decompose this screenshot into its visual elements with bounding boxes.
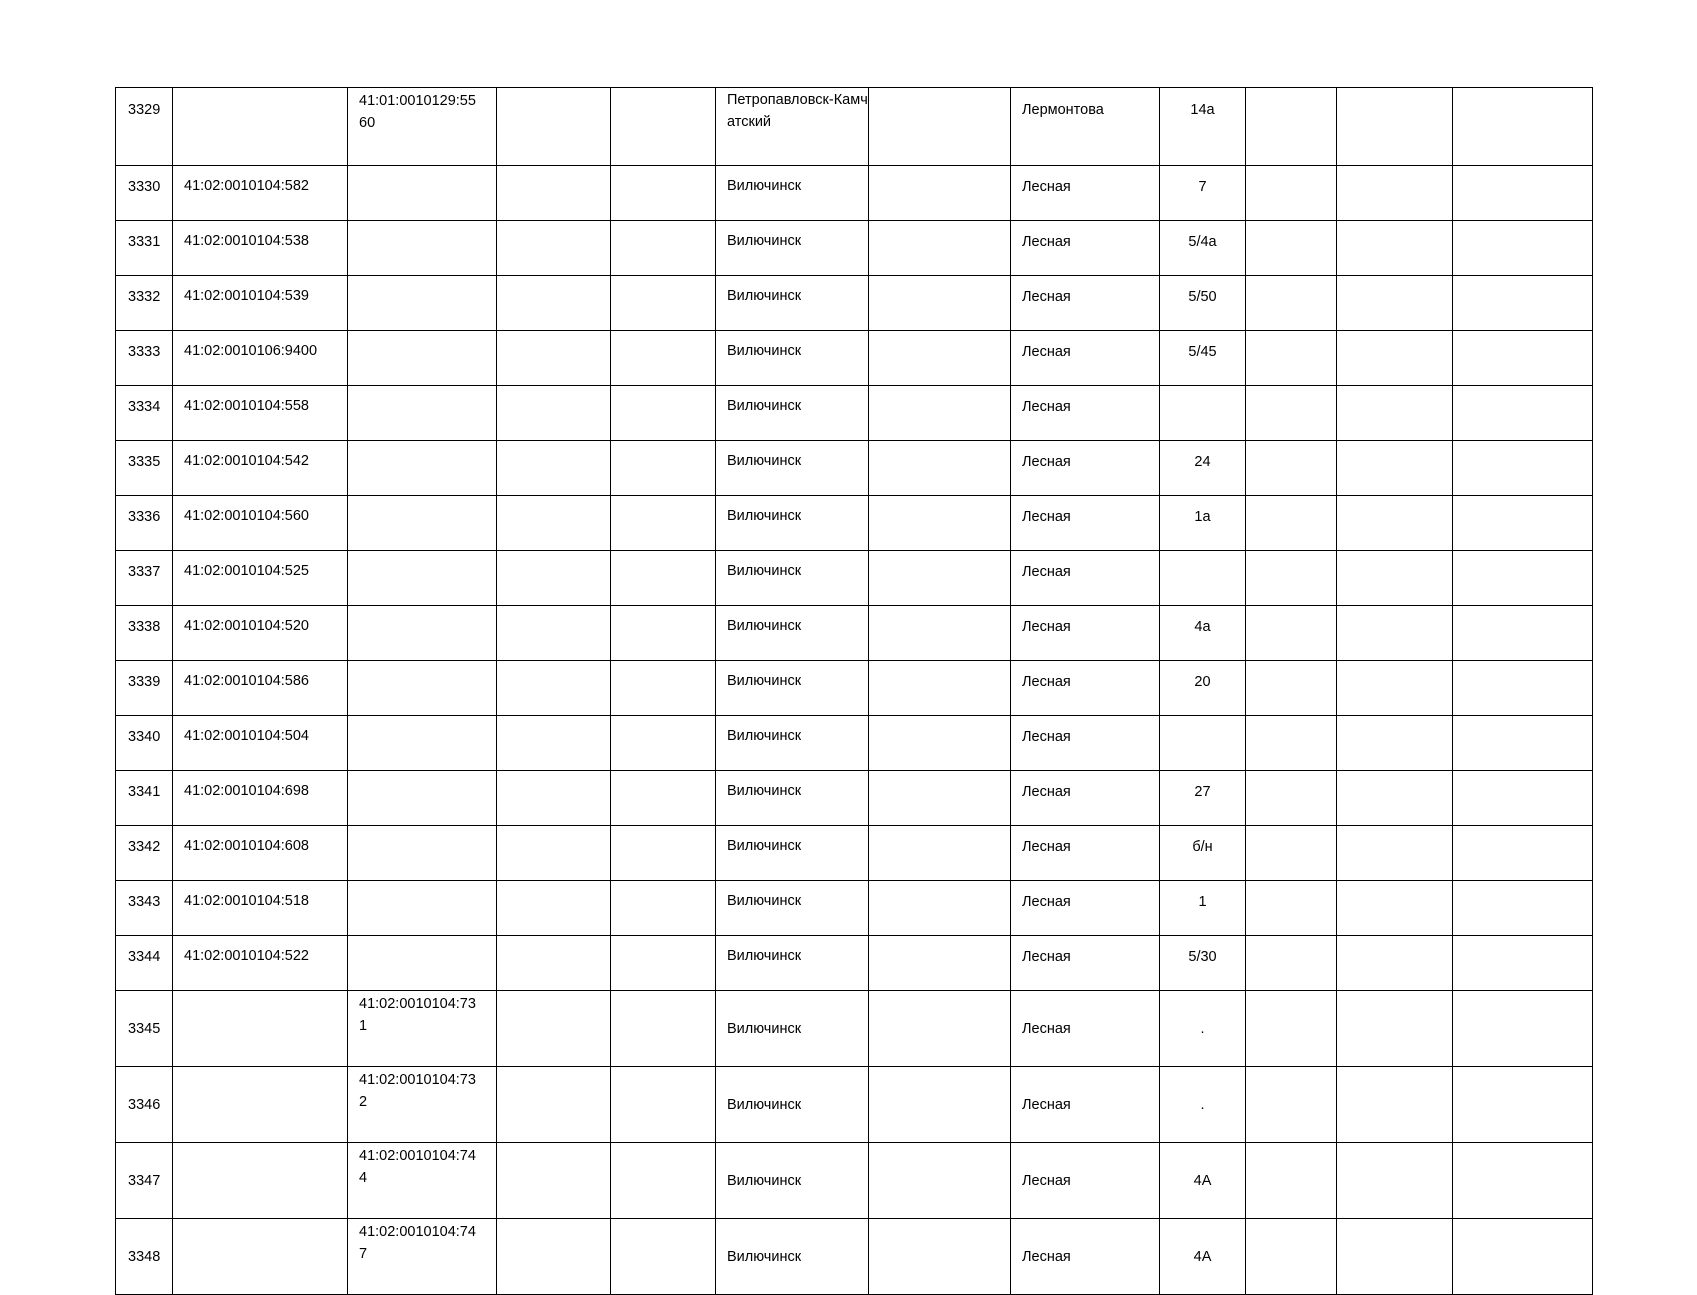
building-cadastral-number-cell xyxy=(348,881,497,936)
empty-cell xyxy=(1337,1143,1453,1219)
empty-cell xyxy=(497,1143,611,1219)
empty-cell xyxy=(1246,1143,1337,1219)
cadastral-number-cell xyxy=(173,1143,348,1219)
empty-cell xyxy=(497,936,611,991)
property-registry-table xyxy=(115,87,1593,1295)
street-cell: Лесная xyxy=(1011,661,1160,716)
empty-cell xyxy=(1246,1067,1337,1143)
building-cadastral-number-cell xyxy=(348,496,497,551)
empty-cell xyxy=(497,276,611,331)
house-number-cell: . xyxy=(1160,1067,1246,1143)
street-cell: Лесная xyxy=(1011,496,1160,551)
empty-cell xyxy=(1453,1219,1593,1295)
row-number-cell: 3336 xyxy=(116,496,173,551)
empty-cell xyxy=(1337,221,1453,276)
row-number-cell: 3346 xyxy=(116,1067,173,1143)
city-cell: Вилючинск xyxy=(716,221,869,276)
cadastral-number-cell xyxy=(173,991,348,1067)
empty-cell xyxy=(497,551,611,606)
house-number-cell xyxy=(1160,551,1246,606)
empty-cell xyxy=(1453,771,1593,826)
city-cell: Вилючинск xyxy=(716,1143,869,1219)
street-cell: Лесная xyxy=(1011,1219,1160,1295)
empty-cell xyxy=(869,881,1011,936)
house-number-cell: 20 xyxy=(1160,661,1246,716)
table-row xyxy=(116,881,1593,936)
city-cell: Вилючинск xyxy=(716,661,869,716)
empty-cell xyxy=(1246,881,1337,936)
empty-cell xyxy=(1337,551,1453,606)
row-number-cell: 3334 xyxy=(116,386,173,441)
row-number-cell: 3343 xyxy=(116,881,173,936)
house-number-cell: 5/45 xyxy=(1160,331,1246,386)
house-number-cell: 1а xyxy=(1160,496,1246,551)
empty-cell xyxy=(869,441,1011,496)
house-number-cell: 1 xyxy=(1160,881,1246,936)
city-cell: Вилючинск xyxy=(716,166,869,221)
empty-cell xyxy=(1246,441,1337,496)
table-row xyxy=(116,826,1593,881)
city-cell: Вилючинск xyxy=(716,441,869,496)
empty-cell xyxy=(1453,496,1593,551)
cadastral-number-cell: 41:02:0010104:608 xyxy=(173,826,348,881)
empty-cell xyxy=(497,661,611,716)
table-row xyxy=(116,166,1593,221)
empty-cell xyxy=(497,441,611,496)
street-cell: Лесная xyxy=(1011,826,1160,881)
house-number-cell: . xyxy=(1160,991,1246,1067)
empty-cell xyxy=(1337,276,1453,331)
house-number-cell: 4а xyxy=(1160,606,1246,661)
building-cadastral-number-cell xyxy=(348,716,497,771)
table-row xyxy=(116,88,1593,166)
building-cadastral-number-cell xyxy=(348,276,497,331)
row-number-cell: 3330 xyxy=(116,166,173,221)
empty-cell xyxy=(1246,276,1337,331)
building-cadastral-number-cell xyxy=(348,221,497,276)
row-number-cell: 3337 xyxy=(116,551,173,606)
house-number-cell: 5/4а xyxy=(1160,221,1246,276)
building-cadastral-number-cell xyxy=(348,606,497,661)
empty-cell xyxy=(1337,826,1453,881)
empty-cell xyxy=(1337,496,1453,551)
empty-cell xyxy=(497,1219,611,1295)
row-number-cell: 3333 xyxy=(116,331,173,386)
empty-cell xyxy=(869,331,1011,386)
street-cell: Лесная xyxy=(1011,1143,1160,1219)
city-cell: Вилючинск xyxy=(716,1219,869,1295)
row-number-cell: 3340 xyxy=(116,716,173,771)
empty-cell xyxy=(1453,441,1593,496)
empty-cell xyxy=(1246,496,1337,551)
city-cell: Вилючинск xyxy=(716,606,869,661)
city-cell: Вилючинск xyxy=(716,771,869,826)
street-cell: Лесная xyxy=(1011,221,1160,276)
empty-cell xyxy=(497,496,611,551)
building-cadastral-number-cell xyxy=(348,551,497,606)
empty-cell xyxy=(1453,826,1593,881)
empty-cell xyxy=(1453,331,1593,386)
street-cell: Лесная xyxy=(1011,166,1160,221)
empty-cell xyxy=(497,221,611,276)
building-cadastral-number-cell xyxy=(348,826,497,881)
empty-cell xyxy=(869,936,1011,991)
table-row xyxy=(116,276,1593,331)
empty-cell xyxy=(611,771,716,826)
empty-cell xyxy=(497,166,611,221)
empty-cell xyxy=(497,826,611,881)
empty-cell xyxy=(1453,936,1593,991)
table-row xyxy=(116,1219,1593,1295)
building-cadastral-number-cell: 41:02:0010104:732 xyxy=(348,1067,497,1143)
empty-cell xyxy=(611,936,716,991)
street-cell: Лесная xyxy=(1011,386,1160,441)
empty-cell xyxy=(497,606,611,661)
empty-cell xyxy=(1246,331,1337,386)
empty-cell xyxy=(497,771,611,826)
empty-cell xyxy=(611,881,716,936)
building-cadastral-number-cell xyxy=(348,386,497,441)
cadastral-number-cell: 41:02:0010104:504 xyxy=(173,716,348,771)
empty-cell xyxy=(1453,716,1593,771)
empty-cell xyxy=(869,88,1011,166)
empty-cell xyxy=(1246,166,1337,221)
empty-cell xyxy=(1453,166,1593,221)
street-cell: Лермонтова xyxy=(1011,88,1160,166)
city-cell: Вилючинск xyxy=(716,716,869,771)
empty-cell xyxy=(869,606,1011,661)
empty-cell xyxy=(1453,1067,1593,1143)
empty-cell xyxy=(869,386,1011,441)
empty-cell xyxy=(1337,1067,1453,1143)
street-cell: Лесная xyxy=(1011,771,1160,826)
street-cell: Лесная xyxy=(1011,441,1160,496)
street-cell: Лесная xyxy=(1011,716,1160,771)
empty-cell xyxy=(869,551,1011,606)
empty-cell xyxy=(1453,88,1593,166)
building-cadastral-number-cell: 41:02:0010104:744 xyxy=(348,1143,497,1219)
city-cell: Вилючинск xyxy=(716,826,869,881)
cadastral-number-cell: 41:02:0010104:560 xyxy=(173,496,348,551)
empty-cell xyxy=(1453,386,1593,441)
empty-cell xyxy=(869,276,1011,331)
table-row xyxy=(116,496,1593,551)
cadastral-number-cell: 41:02:0010106:9400 xyxy=(173,331,348,386)
row-number-cell: 3339 xyxy=(116,661,173,716)
empty-cell xyxy=(1453,1143,1593,1219)
empty-cell xyxy=(1246,221,1337,276)
empty-cell xyxy=(611,1219,716,1295)
empty-cell xyxy=(1453,606,1593,661)
empty-cell xyxy=(1337,936,1453,991)
empty-cell xyxy=(1453,221,1593,276)
empty-cell xyxy=(1453,661,1593,716)
house-number-cell: 5/50 xyxy=(1160,276,1246,331)
building-cadastral-number-cell xyxy=(348,441,497,496)
table-row xyxy=(116,661,1593,716)
city-cell: Вилючинск xyxy=(716,881,869,936)
empty-cell xyxy=(611,826,716,881)
building-cadastral-number-cell: 41:02:0010104:731 xyxy=(348,991,497,1067)
empty-cell xyxy=(1246,88,1337,166)
empty-cell xyxy=(611,276,716,331)
house-number-cell: 5/30 xyxy=(1160,936,1246,991)
empty-cell xyxy=(1453,551,1593,606)
empty-cell xyxy=(1337,441,1453,496)
empty-cell xyxy=(1246,991,1337,1067)
table-row xyxy=(116,1143,1593,1219)
empty-cell xyxy=(611,716,716,771)
row-number-cell: 3345 xyxy=(116,991,173,1067)
empty-cell xyxy=(1337,166,1453,221)
row-number-cell: 3329 xyxy=(116,88,173,166)
empty-cell xyxy=(611,1143,716,1219)
table-row xyxy=(116,386,1593,441)
empty-cell xyxy=(869,166,1011,221)
empty-cell xyxy=(869,716,1011,771)
empty-cell xyxy=(869,661,1011,716)
empty-cell xyxy=(869,826,1011,881)
cadastral-number-cell: 41:02:0010104:542 xyxy=(173,441,348,496)
empty-cell xyxy=(1453,991,1593,1067)
street-cell: Лесная xyxy=(1011,551,1160,606)
empty-cell xyxy=(611,661,716,716)
empty-cell xyxy=(497,88,611,166)
house-number-cell xyxy=(1160,716,1246,771)
house-number-cell: б/н xyxy=(1160,826,1246,881)
cadastral-number-cell: 41:02:0010104:518 xyxy=(173,881,348,936)
row-number-cell: 3344 xyxy=(116,936,173,991)
street-cell: Лесная xyxy=(1011,276,1160,331)
table-row xyxy=(116,441,1593,496)
building-cadastral-number-cell: 41:02:0010104:747 xyxy=(348,1219,497,1295)
empty-cell xyxy=(1246,771,1337,826)
row-number-cell: 3335 xyxy=(116,441,173,496)
empty-cell xyxy=(1246,1219,1337,1295)
house-number-cell: 7 xyxy=(1160,166,1246,221)
empty-cell xyxy=(1337,331,1453,386)
street-cell: Лесная xyxy=(1011,936,1160,991)
table-row xyxy=(116,936,1593,991)
house-number-cell: 4А xyxy=(1160,1219,1246,1295)
empty-cell xyxy=(611,441,716,496)
empty-cell xyxy=(869,1067,1011,1143)
cadastral-number-cell: 41:02:0010104:525 xyxy=(173,551,348,606)
building-cadastral-number-cell xyxy=(348,771,497,826)
empty-cell xyxy=(1337,661,1453,716)
cadastral-number-cell xyxy=(173,1067,348,1143)
empty-cell xyxy=(497,716,611,771)
city-cell: Вилючинск xyxy=(716,936,869,991)
row-number-cell: 3342 xyxy=(116,826,173,881)
empty-cell xyxy=(611,606,716,661)
empty-cell xyxy=(869,1219,1011,1295)
empty-cell xyxy=(611,331,716,386)
cadastral-number-cell: 41:02:0010104:539 xyxy=(173,276,348,331)
city-cell: Вилючинск xyxy=(716,496,869,551)
cadastral-number-cell: 41:02:0010104:538 xyxy=(173,221,348,276)
row-number-cell: 3348 xyxy=(116,1219,173,1295)
cadastral-number-cell: 41:02:0010104:586 xyxy=(173,661,348,716)
row-number-cell: 3347 xyxy=(116,1143,173,1219)
house-number-cell: 14а xyxy=(1160,88,1246,166)
cadastral-number-cell xyxy=(173,1219,348,1295)
row-number-cell: 3332 xyxy=(116,276,173,331)
street-cell: Лесная xyxy=(1011,1067,1160,1143)
empty-cell xyxy=(869,221,1011,276)
empty-cell xyxy=(1337,606,1453,661)
empty-cell xyxy=(869,991,1011,1067)
cadastral-number-cell: 41:02:0010104:522 xyxy=(173,936,348,991)
empty-cell xyxy=(1337,771,1453,826)
cadastral-number-cell: 41:02:0010104:582 xyxy=(173,166,348,221)
empty-cell xyxy=(1246,386,1337,441)
city-cell: Вилючинск xyxy=(716,276,869,331)
building-cadastral-number-cell xyxy=(348,166,497,221)
city-cell: Вилючинск xyxy=(716,386,869,441)
empty-cell xyxy=(1246,716,1337,771)
table-row xyxy=(116,1067,1593,1143)
building-cadastral-number-cell xyxy=(348,661,497,716)
empty-cell xyxy=(1337,716,1453,771)
house-number-cell: 27 xyxy=(1160,771,1246,826)
empty-cell xyxy=(1453,881,1593,936)
empty-cell xyxy=(1337,88,1453,166)
cadastral-number-cell: 41:02:0010104:558 xyxy=(173,386,348,441)
house-number-cell: 4А xyxy=(1160,1143,1246,1219)
empty-cell xyxy=(611,221,716,276)
empty-cell xyxy=(611,551,716,606)
table-row xyxy=(116,331,1593,386)
city-cell: Вилючинск xyxy=(716,991,869,1067)
empty-cell xyxy=(869,496,1011,551)
empty-cell xyxy=(1246,661,1337,716)
row-number-cell: 3331 xyxy=(116,221,173,276)
empty-cell xyxy=(1246,606,1337,661)
city-cell: Вилючинск xyxy=(716,331,869,386)
empty-cell xyxy=(1246,936,1337,991)
street-cell: Лесная xyxy=(1011,881,1160,936)
empty-cell xyxy=(497,881,611,936)
street-cell: Лесная xyxy=(1011,606,1160,661)
table-row xyxy=(116,771,1593,826)
empty-cell xyxy=(1246,551,1337,606)
cadastral-number-cell: 41:02:0010104:520 xyxy=(173,606,348,661)
empty-cell xyxy=(1337,386,1453,441)
empty-cell xyxy=(611,496,716,551)
street-cell: Лесная xyxy=(1011,331,1160,386)
empty-cell xyxy=(611,88,716,166)
table-row xyxy=(116,551,1593,606)
empty-cell xyxy=(497,1067,611,1143)
empty-cell xyxy=(611,991,716,1067)
empty-cell xyxy=(1453,276,1593,331)
cadastral-number-cell: 41:02:0010104:698 xyxy=(173,771,348,826)
empty-cell xyxy=(869,1143,1011,1219)
table-row xyxy=(116,606,1593,661)
empty-cell xyxy=(611,1067,716,1143)
empty-cell xyxy=(497,386,611,441)
house-number-cell xyxy=(1160,386,1246,441)
empty-cell xyxy=(1246,826,1337,881)
table-row xyxy=(116,221,1593,276)
table-row xyxy=(116,716,1593,771)
empty-cell xyxy=(497,331,611,386)
building-cadastral-number-cell xyxy=(348,936,497,991)
empty-cell xyxy=(1337,1219,1453,1295)
empty-cell xyxy=(611,386,716,441)
street-cell: Лесная xyxy=(1011,991,1160,1067)
empty-cell xyxy=(869,771,1011,826)
city-cell: Вилючинск xyxy=(716,551,869,606)
empty-cell xyxy=(1337,881,1453,936)
building-cadastral-number-cell: 41:01:0010129:5560 xyxy=(348,88,497,166)
building-cadastral-number-cell xyxy=(348,331,497,386)
empty-cell xyxy=(611,166,716,221)
empty-cell xyxy=(497,991,611,1067)
empty-cell xyxy=(1337,991,1453,1067)
city-cell: Вилючинск xyxy=(716,1067,869,1143)
row-number-cell: 3338 xyxy=(116,606,173,661)
city-cell: Петропавловск-Камчатский xyxy=(716,88,869,166)
house-number-cell: 24 xyxy=(1160,441,1246,496)
table-row xyxy=(116,991,1593,1067)
row-number-cell: 3341 xyxy=(116,771,173,826)
cadastral-number-cell xyxy=(173,88,348,166)
